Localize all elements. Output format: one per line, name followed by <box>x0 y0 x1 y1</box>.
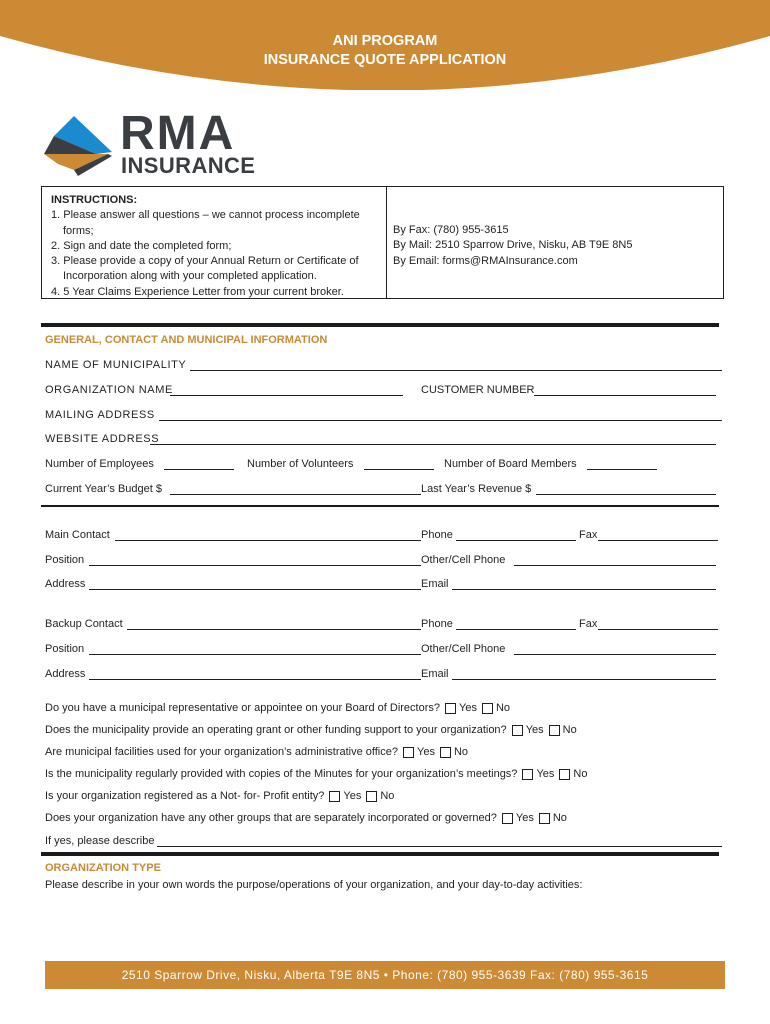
employees-field[interactable] <box>164 469 234 470</box>
no-label: No <box>562 724 577 736</box>
yes-checkbox[interactable] <box>512 725 523 736</box>
no-label: No <box>495 702 511 714</box>
yes-label: Yes <box>417 746 435 758</box>
form-program-title: ANI PROGRAM <box>332 33 438 49</box>
form-title: INSURANCE QUOTE APPLICATION <box>263 52 507 68</box>
submission-contact <box>387 187 723 298</box>
main-contact-field[interactable] <box>115 540 421 541</box>
submit-fax: By Fax: (780) 955-3615 <box>393 224 509 236</box>
yes-checkbox[interactable] <box>403 747 414 758</box>
question-text: Does your organization have any other groups that are separately incorporated or governed? <box>45 812 497 824</box>
no-label: No <box>380 790 395 802</box>
backup-position-field[interactable] <box>89 654 421 655</box>
rma-logo-icon <box>44 114 114 178</box>
question-text: Do you have a municipal representative or appointee on your Board of Directors? <box>45 702 441 714</box>
customer-number-label: CUSTOMER NUMBER <box>421 384 535 396</box>
yes-label: Yes <box>525 724 544 736</box>
main-fax-label: Fax <box>579 529 598 541</box>
board-members-field[interactable] <box>587 469 657 470</box>
footer-contact-bar: 2510 Sparrow Drive, Nisku, Alberta T9E 8N5 • Phone: (780) 955-3639 Fax: (780) 955-3615 <box>45 961 725 989</box>
organization-name-field[interactable] <box>170 395 403 396</box>
backup-email-field[interactable] <box>452 679 716 680</box>
section-divider <box>41 852 719 856</box>
logo-insurance-text: INSURANCE <box>121 153 256 178</box>
budget-label: Current Year’s Budget $ <box>45 483 163 495</box>
question-meeting-minutes <box>45 767 587 781</box>
backup-contact-field[interactable] <box>127 629 421 630</box>
organization-type-heading: ORGANIZATION TYPE <box>45 862 161 874</box>
backup-other-phone-label: Other/Cell Phone <box>421 643 506 655</box>
yes-checkbox[interactable] <box>445 703 456 714</box>
if-yes-label: If yes, please describe <box>45 835 155 847</box>
yes-checkbox[interactable] <box>329 791 340 802</box>
budget-field[interactable] <box>170 494 421 495</box>
organization-description-area[interactable] <box>45 896 721 954</box>
organization-name-label: ORGANIZATION NAME <box>45 384 173 396</box>
no-checkbox[interactable] <box>549 725 560 736</box>
yes-label: Yes <box>459 702 477 714</box>
submit-mail: By Mail: 2510 Sparrow Drive, Nisku, AB T9E 8N5 <box>393 239 633 252</box>
main-other-phone-label: Other/Cell Phone <box>421 554 506 566</box>
no-checkbox[interactable] <box>539 813 550 824</box>
municipality-label: NAME OF MUNICIPALITY <box>45 359 187 371</box>
instructions-box <box>41 186 724 299</box>
question-not-for-profit <box>45 789 394 803</box>
no-checkbox[interactable] <box>366 791 377 802</box>
general-section-heading: GENERAL, CONTACT AND MUNICIPAL INFORMATION <box>45 334 328 346</box>
yes-label: Yes <box>343 790 362 802</box>
instruction-line: 1. Please answer all questions – we cannot process incomplete <box>51 209 360 222</box>
submit-email: By Email: forms@RMAInsurance.com <box>393 254 578 267</box>
question-municipal-facilities <box>45 745 468 759</box>
instruction-line: 4. 5 Year Claims Experience Letter from your current broker. <box>51 285 344 298</box>
instruction-line: 2. Sign and date the completed form; <box>51 239 232 252</box>
question-text: Are municipal facilities used for your organization’s administrative office? <box>45 746 398 758</box>
volunteers-field[interactable] <box>364 469 434 470</box>
revenue-field[interactable] <box>536 494 716 495</box>
board-members-label: Number of Board Members <box>444 458 577 470</box>
backup-other-phone-field[interactable] <box>514 654 716 655</box>
mailing-address-label: MAILING ADDRESS <box>45 409 155 421</box>
backup-fax-field[interactable] <box>598 629 718 630</box>
main-address-field[interactable] <box>89 589 421 590</box>
backup-email-label: Email <box>421 668 449 680</box>
no-checkbox[interactable] <box>482 703 493 714</box>
yes-checkbox[interactable] <box>522 769 533 780</box>
volunteers-label: Number of Volunteers <box>247 458 354 470</box>
yes-label: Yes <box>536 768 555 780</box>
main-email-label: Email <box>421 578 449 590</box>
main-other-phone-field[interactable] <box>514 565 716 566</box>
no-label: No <box>573 768 588 780</box>
backup-address-label: Address <box>45 668 86 680</box>
main-position-field[interactable] <box>89 565 421 566</box>
section-divider <box>41 505 719 507</box>
yes-label: Yes <box>515 812 534 824</box>
mailing-address-field[interactable] <box>159 420 722 421</box>
backup-phone-label: Phone <box>421 618 453 630</box>
instruction-line: 3. Please provide a copy of your Annual Return or Certificate of <box>51 255 359 268</box>
organization-type-prompt: Please describe in your own words the purpose/operations of your organization, and your day-to-day activities: <box>45 879 583 891</box>
no-label: No <box>552 812 567 824</box>
question-text: Is your organization registered as a Not- for- Profit entity? <box>45 790 325 802</box>
instructions-list <box>42 187 387 298</box>
question-other-groups <box>45 811 567 825</box>
instruction-line: forms; <box>63 224 94 237</box>
main-fax-field[interactable] <box>598 540 718 541</box>
revenue-label: Last Year’s Revenue $ <box>421 483 532 495</box>
backup-address-field[interactable] <box>89 679 421 680</box>
section-divider <box>41 323 719 327</box>
backup-contact-label: Backup Contact <box>45 618 123 630</box>
no-checkbox[interactable] <box>440 747 451 758</box>
no-checkbox[interactable] <box>559 769 570 780</box>
main-phone-field[interactable] <box>456 540 576 541</box>
question-text: Does the municipality provide an operating grant or other funding support to your organization? <box>45 724 507 736</box>
question-operating-grant <box>45 723 577 737</box>
employees-label: Number of Employees <box>45 458 154 470</box>
question-text: Is the municipality regularly provided with copies of the Minutes for your organization’s meetings? <box>45 768 518 780</box>
main-address-label: Address <box>45 578 86 590</box>
customer-number-field[interactable] <box>534 395 716 396</box>
municipality-field[interactable] <box>190 370 722 371</box>
if-yes-field[interactable] <box>157 846 722 847</box>
no-label: No <box>453 746 469 758</box>
main-phone-label: Phone <box>421 529 453 541</box>
logo-rma-text: RMA <box>120 107 236 160</box>
website-field[interactable] <box>150 444 716 445</box>
yes-checkbox[interactable] <box>502 813 513 824</box>
main-position-label: Position <box>45 554 85 566</box>
backup-phone-field[interactable] <box>456 629 576 630</box>
question-board-representative <box>45 701 510 715</box>
main-email-field[interactable] <box>452 589 716 590</box>
instruction-line: Incorporation along with your completed application. <box>63 270 317 283</box>
main-contact-label: Main Contact <box>45 529 110 541</box>
website-label: WEBSITE ADDRESS <box>45 433 160 445</box>
instructions-heading: INSTRUCTIONS: <box>51 194 138 206</box>
backup-fax-label: Fax <box>579 618 598 630</box>
backup-position-label: Position <box>45 643 85 655</box>
